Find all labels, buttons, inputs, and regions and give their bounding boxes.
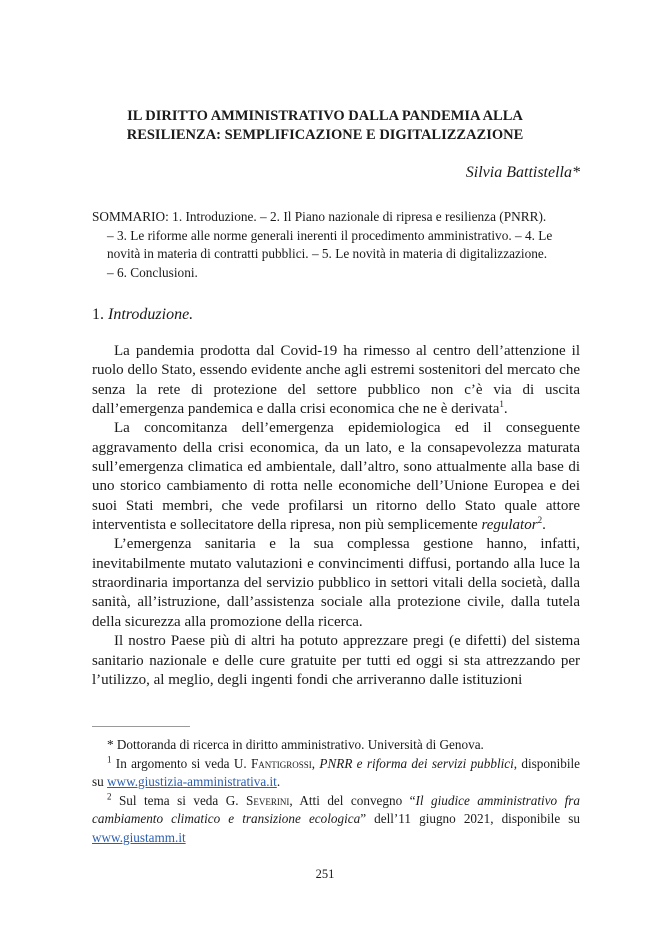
section-heading [92, 305, 193, 325]
footnote-separator [92, 726, 190, 727]
paragraph-2-italic: regulator [481, 517, 538, 534]
summary-line-3: novità in materia di contratti pubblici. – 5. Le novità in materia di digitalizzazione. [107, 246, 548, 261]
summary-line-4: – 6. Conclusioni. [107, 264, 198, 280]
footnote-1-title: PNRR e riforma dei servizi pubblici [319, 755, 514, 771]
footnote-2-text-a: Sul tema si veda G. [111, 792, 246, 808]
footnote-ref-1[interactable]: 1 [499, 399, 504, 410]
page-number: 251 [315, 867, 335, 881]
section-number: 1. [92, 306, 104, 323]
article-body [92, 342, 580, 690]
paragraph-2-text: La concomitanza dell’emergenza epidemiologica ed il conseguente aggravamento della crisi economica, da un lato, e la consapevolezza maturata sull’emergenza climatica ed ambientale, dall’altro, sono attualmente alla base di uno storico cambiamento di rotta nelle economiche dell’Unione Europea e dei suoi Stati membri, che vede profilarsi un ritorno dello Stato quale attore interventista e sollecitatore della ripresa, non più semplicemente [92, 420, 580, 534]
footnote-1-author: Fantigrossi [250, 755, 312, 771]
footnote-ref-2[interactable]: 2 [537, 515, 543, 526]
footnote-2-author: Severini [246, 792, 290, 808]
summary-line-2: – 3. Le riforme alle norme generali inerenti il procedimento amministrativo. – 4. Le [107, 227, 553, 243]
giustamm-link[interactable]: www.giustamm.it [92, 829, 186, 845]
footnote-2 [92, 792, 580, 848]
paragraph-2-end: . [542, 517, 546, 534]
footnote-1-text-b: , [311, 755, 320, 771]
paragraph-2 [92, 419, 580, 535]
paragraph-1-text: La pandemia prodotta dal Covid-19 ha rimesso al centro dell’attenzione il ruolo dello Stato, essendo evidente anche agli estremi sostenitori del mercato che senza la rete di protezione del settore pubblico non c’è via di uscita dall’emergenza pandemica e dalla crisi economica che ne è derivata [92, 343, 580, 418]
footnote-2-text-b: , Atti del convegno “ [289, 792, 416, 808]
title-line-1: IL DIRITTO AMMINISTRATIVO DALLA PANDEMIA ALLA [127, 108, 523, 124]
paragraph-1 [92, 342, 580, 419]
title-line-2: RESILIENZA: SEMPLIFICAZIONE E DIGITALIZZAZIONE [126, 127, 524, 143]
footnotes [92, 736, 580, 848]
paragraph-3: L’emergenza sanitaria e la sua complessa gestione hanno, infatti, inevitabilmente mutato valutazioni e convincimenti diffusi, portando alla luce la straordinaria importanza del servizio pubblico in settori vitali della società, dalla sanità, all’istruzione, dall’assistenza sociale alla protezione civile, dalla tutela della sicurezza alla promozione della ricerca. [92, 536, 580, 630]
giustizia-amministrativa-link[interactable]: www.giustizia-amministrativa.it [107, 774, 277, 790]
footnote-author: * Dottoranda di ricerca in diritto amministrativo. Università di Genova. [107, 737, 484, 752]
footnote-1-number: 1 [107, 754, 112, 765]
footnote-2-title: Il giudice amministrativo fra cambiamento climatico e transizione ecologica [92, 792, 581, 827]
footnote-2-number: 2 [107, 791, 112, 802]
footnote-1-text-a: In argomento si veda U. [111, 755, 251, 771]
footnote-1 [92, 755, 580, 792]
summary-block [92, 208, 580, 282]
author-name: Silvia Battistella* [465, 164, 580, 181]
summary-line-1: SOMMARIO: 1. Introduzione. – 2. Il Piano nazionale di ripresa e resilienza (PNRR). [92, 209, 547, 224]
footnote-1-end: . [276, 774, 281, 790]
article-title [60, 107, 590, 145]
paragraph-1-end: . [503, 401, 508, 418]
section-title: Introduzione. [108, 306, 194, 323]
paragraph-4: Il nostro Paese più di altri ha potuto apprezzare pregi (e difetti) del sistema sanitario nazionale e delle cure gratuite per tutti ed oggi si sta attrezzando per l’utilizzo, al meglio, degli ingenti fondi che arriveranno dalle istituzioni [92, 633, 580, 688]
footnote-1-text-c: , disponibile su [92, 755, 581, 790]
footnote-2-text-c: ” dell’11 giugno 2021, disponibile su [360, 811, 580, 827]
